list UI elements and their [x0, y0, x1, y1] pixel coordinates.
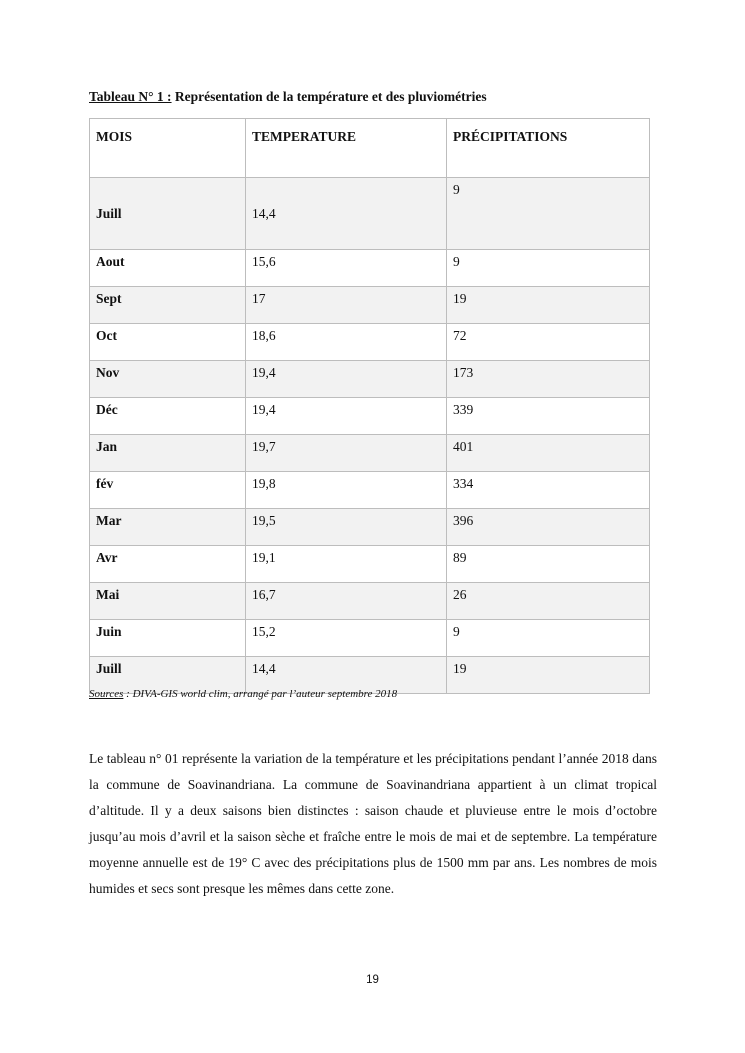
- precipitation-cell: 9: [447, 178, 650, 250]
- table-header-row: [90, 119, 650, 178]
- precipitation-cell: 9: [447, 250, 650, 287]
- table-caption-title: Représentation de la température et des pluviométries: [174, 89, 487, 104]
- temperature-cell: 19,1: [246, 546, 447, 583]
- month-cell: Sept: [90, 287, 246, 324]
- page-number: 19: [366, 974, 379, 986]
- precipitation-cell: 334: [447, 472, 650, 509]
- month-cell: Jan: [90, 435, 246, 472]
- temperature-cell: 19,4: [246, 398, 447, 435]
- table-row: [90, 509, 650, 546]
- temperature-cell: 19,4: [246, 361, 447, 398]
- body-paragraph: Le tableau n° 01 représente la variation de la température et les précipitations pendant l’année 2018 dans la commune de Soavinandriana. La commune de Soavinandriana appartient à un climat tropical d’altitude. Il y a deux saisons bien distinctes : saison chaude et pluvieuse entre le mois d’octobre jusqu’au mois d’avril et la saison sèche et fraîche entre le mois de mai et de septembre. La température moyenne annuelle est de 19° C avec des précipitations plus de 1500 mm par ans. Les nombres de mois humides et secs sont presque les mêmes dans cette zone.: [89, 751, 657, 896]
- month-cell: Aout: [90, 250, 246, 287]
- temperature-cell: 15,6: [246, 250, 447, 287]
- table-row: [90, 178, 650, 250]
- table-row: [90, 287, 650, 324]
- table-row: [90, 361, 650, 398]
- temperature-cell: 19,8: [246, 472, 447, 509]
- temperature-cell: 17: [246, 287, 447, 324]
- table-caption: [89, 89, 487, 105]
- temperature-cell: 16,7: [246, 583, 447, 620]
- temperature-cell: 19,7: [246, 435, 447, 472]
- precipitation-cell: 89: [447, 546, 650, 583]
- header-precipitations: PRÉCIPITATIONS: [447, 119, 650, 178]
- month-cell: Juill: [90, 178, 246, 250]
- precipitation-cell: 173: [447, 361, 650, 398]
- table-row: [90, 435, 650, 472]
- table-row: [90, 546, 650, 583]
- precipitation-cell: 9: [447, 620, 650, 657]
- header-temperature: TEMPERATURE: [246, 119, 447, 178]
- table-row: [90, 472, 650, 509]
- precipitation-cell: 26: [447, 583, 650, 620]
- month-cell: Mar: [90, 509, 246, 546]
- table-row: [90, 583, 650, 620]
- month-cell: Oct: [90, 324, 246, 361]
- source-text: : DIVA-GIS world clim, arrangé par l’auteur septembre 2018: [123, 688, 398, 700]
- table-caption-lead: Tableau N° 1 :: [89, 89, 172, 104]
- precipitation-cell: 19: [447, 657, 650, 694]
- month-cell: Mai: [90, 583, 246, 620]
- temperature-cell: 18,6: [246, 324, 447, 361]
- header-mois: MOIS: [90, 119, 246, 178]
- precipitation-cell: 396: [447, 509, 650, 546]
- month-cell: Nov: [90, 361, 246, 398]
- precipitation-cell: 19: [447, 287, 650, 324]
- precipitation-cell: 72: [447, 324, 650, 361]
- temperature-cell: 19,5: [246, 509, 447, 546]
- temperature-cell: 14,4: [246, 178, 447, 250]
- table-row: [90, 250, 650, 287]
- table-body: [90, 178, 650, 694]
- month-cell: Juill: [90, 657, 246, 694]
- month-cell: Déc: [90, 398, 246, 435]
- month-cell: Juin: [90, 620, 246, 657]
- temperature-cell: 15,2: [246, 620, 447, 657]
- temperature-cell: 14,4: [246, 657, 447, 694]
- precipitation-cell: 339: [447, 398, 650, 435]
- table-source: [89, 688, 397, 700]
- month-cell: Avr: [90, 546, 246, 583]
- precipitation-cell: 401: [447, 435, 650, 472]
- table-row: [90, 324, 650, 361]
- source-lead: Sources: [89, 688, 124, 700]
- climate-table: [89, 118, 650, 694]
- table-row: [90, 620, 650, 657]
- table-row: [90, 398, 650, 435]
- month-cell: fév: [90, 472, 246, 509]
